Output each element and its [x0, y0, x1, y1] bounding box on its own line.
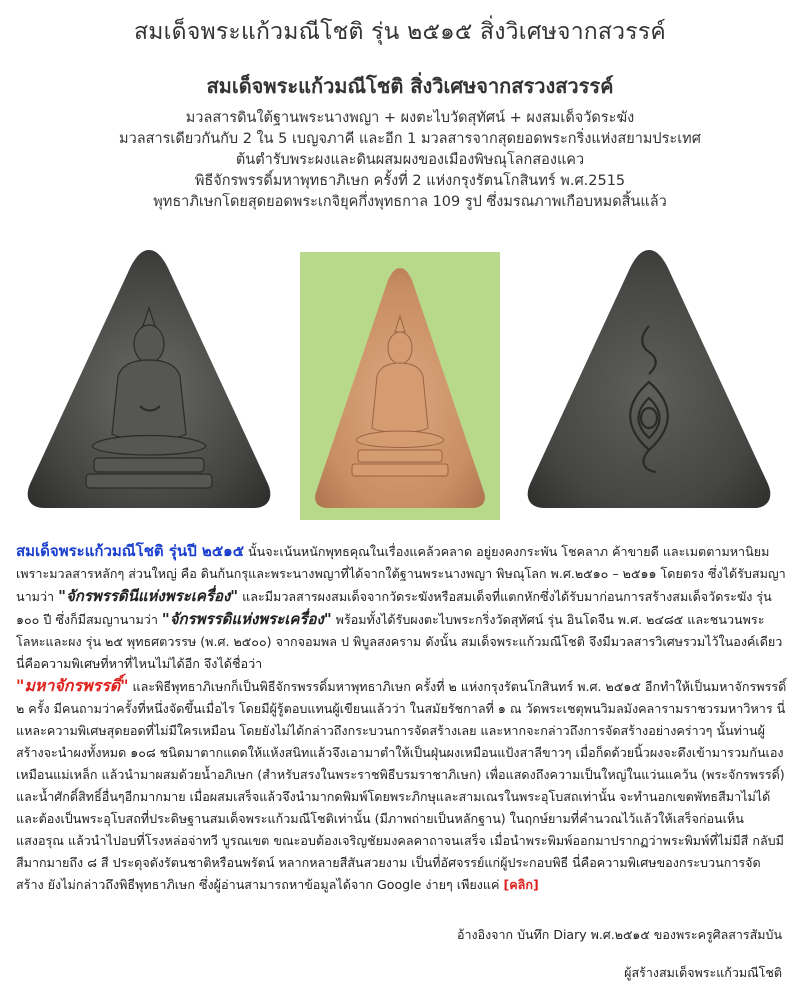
- intro-block: [60, 70, 760, 213]
- article-lead: สมเด็จพระแก้วมณีโชติ รุ่นปี ๒๕๑๕: [16, 542, 245, 560]
- intro-line: พิธีจักรพรรดิ์มหาพุทธาภิเษก ครั้งที่ 2 แห่งกรุงรัตนโกสินทร์ พ.ศ.2515: [194, 173, 626, 189]
- reference-note: อ้างอิงจาก บันทึก Diary พ.ศ.๒๕๑๕ ของพระครูศิลสารสัมบัน: [456, 927, 782, 942]
- article-quote: "จักรพรรดิแห่งพระเครื่อง": [161, 610, 332, 628]
- article-text: และมีมวลสารผงสมเด็จจากวัดระฆังหรือสมเด็จที่แตกหักซึ่งได้รับมาก่อนการสร้างสมเด็จวัดระฆัง รุ่น ๑๐๐ ปี ซึ่งก็มีสมญานามว่า: [16, 589, 772, 627]
- article-body: [16, 540, 788, 896]
- article-text: พร้อมทั้งได้รับผงตะไบพระกริ่งวัดสุทัศน์ รุ่น อินโดจีน พ.ศ. ๒๔๘๕ และชนวนพระโลหะและผง รุ่น ๒๕ พุทธศตวรรษ (พ.ศ. ๒๕๐๐) จากจอมพล ป พิบูลสงคราม ดังนั้น สมเด็จพระแก้วมณีโชติ จึงมีมวลสารวิเศษรวมไว้ในองค์เดียว นี่คือความพิเศษที่หาที่ไหนไม่ได้อีก จึงได้ชื่อว่า: [16, 612, 783, 671]
- author-signature: ผู้สร้างสมเด็จพระแก้วมณีโชติ: [624, 965, 782, 980]
- amulet-photos: [0, 238, 800, 518]
- intro-line: มวลสารดินใต้ฐานพระนางพญา + ผงตะไบวัดสุทัศน์ + ผงสมเด็จวัดระฆัง: [185, 110, 635, 126]
- article-highlight: "มหาจักรพรรดิ์": [16, 676, 129, 695]
- intro-line: พุทธาภิเษกโดยสุดยอดพระเกจิยุคกึ่งพุทธกาล 109 รูป ซึ่งมรณภาพเกือบหมดสิ้นแล้ว: [153, 194, 667, 210]
- intro-line: มวลสารเดียวกันกับ 2 ใน 5 เบญจภาคี และอีก 1 มวลสารจากสุดยอดพระกริ่งแห่งสยามประเทศ: [119, 131, 701, 147]
- amulet-clay-image: [300, 252, 500, 520]
- page-title: สมเด็จพระแก้วมณีโชติ รุ่น ๒๕๑๕ สิ่งวิเศษจากสวรรค์: [134, 19, 666, 45]
- article-text: นั้นจะเน้นหนักพุทธคุณในเรื่องแคล้วคลาด อยู่ยงคงกระพัน โชคลาภ ค้าขายดี และเมตตามหานิยม เพราะมวลสารหลักๆ ส่วนใหญ่ คือ ดินก้นกรุและพระนางพญาที่ได้จากใต้ฐานพระนางพญา พิษณุโลก พ.ศ.๒๕๑๐ – ๒๕๑๑ โดยตรง ซึ่งได้รับสมญานามว่า: [16, 544, 786, 604]
- click-link[interactable]: [คลิก]: [503, 877, 539, 892]
- amulet-back-dark-image: [522, 246, 777, 511]
- intro-title: สมเด็จพระแก้วมณีโชติ สิ่งวิเศษจากสรวงสวรรค์: [206, 74, 614, 98]
- article-quote: "จักรพรรดินีแห่งพระเครื่อง": [58, 587, 239, 605]
- article-text: และพิธีพุทธาภิเษกก็เป็นพิธีจักรพรรดิ์มหาพุทธาภิเษก ครั้งที่ ๒ แห่งกรุงรัตนโกสินทร์ พ.ศ. ๒๕๑๕ อีกทำให้เป็นมหาจักรพรรดิ์ ๒ ครั้ง มีคนถามว่าครั้งที่หนึ่งจัดขึ้นเมื่อไร โดยมีผู้รู้ตอบแทนผู้เขียนแล้วว่า ในสมัยรัชกาลที่ ๑ ณ วัดพระเชตุพนวิมลมังคลารามราชวรมหาวิหาร นี่แหละความพิเศษสุดยอดที่ไม่มีใครเหมือน โดยยังไม่ได้กล่าวถึงกระบวนการจัดสร้างเลย และหากจะกล่าวถึงการจัดสร้างอย่างคร่าวๆ นั้นท่านผู้สร้างจะนำผงทั้งหมด ๑๐๘ ชนิดมาตากแดดให้แห้งสนิทแล้วจึงเอามาตำให้เป็นฝุ่นผงเหมือนแป้งสาลีขาวๆ เมื่อก็ดด้วยนิ้วผงจะดึงเข้ามารวมกันเองเหมือนแม่เหล็ก แล้วนำมาผสมด้วยน้ำอภิเษก (สำหรับสรงในพระราชพิธีบรมราชาภิเษก) เพื่อแสดงถึงความเป็นใหญ่ในแว่นแคว้น (พระจักรพรรดิ์) และน้ำศักดิ์สิทธิ์อื่นๆอีกมากมาย เมื่อผสมเสร็จแล้วจึงนำมากดพิมพ์โดยพระภิกษุและสามเณรในพระอุโบสถเท่านั้น จะทำนอกเขตพัทธสีมาไม่ได้ และต้องเป็นพระอุโบสถที่ประดิษฐานสมเด็จพระแก้วมณีโชติเท่านั้น (มีภาพถ่ายเป็นหลักฐาน) ในฤกษ์ยามที่คำนวณไว้แล้วให้เสร็จก่อนเห็นแสงอรุณ แล้วนำไปอบที่โรงหล่อจ่าทวี บูรณเขต ขณะอบต้องเจริญชัยมงคลคาถาจนเสร็จ เมื่อนำพระพิมพ์ออกมาปรากฏว่าพระพิมพ์ที่ไม่มีสี กลับมีสีมากมายถึง ๘ สี ประดุจดังรัตนชาติหรือนพรัตน์ หลากหลายสีสันสวยงาม เป็นที่อัศจรรย์แก่ผู้ประกอบพิธี นี่คือความพิเศษของกระบวนการจัดสร้าง ยังไม่กล่าวถึงพิธีพุทธาภิเษก ซึ่งผู้อ่านสามารถหาข้อมูลได้จาก Google ง่ายๆ เพียงแค่: [16, 679, 787, 892]
- amulet-front-dark-image: [22, 246, 277, 511]
- intro-line: ต้นตำรับพระผงและดินผสมผงของเมืองพิษณุโลกสองแคว: [235, 152, 585, 168]
